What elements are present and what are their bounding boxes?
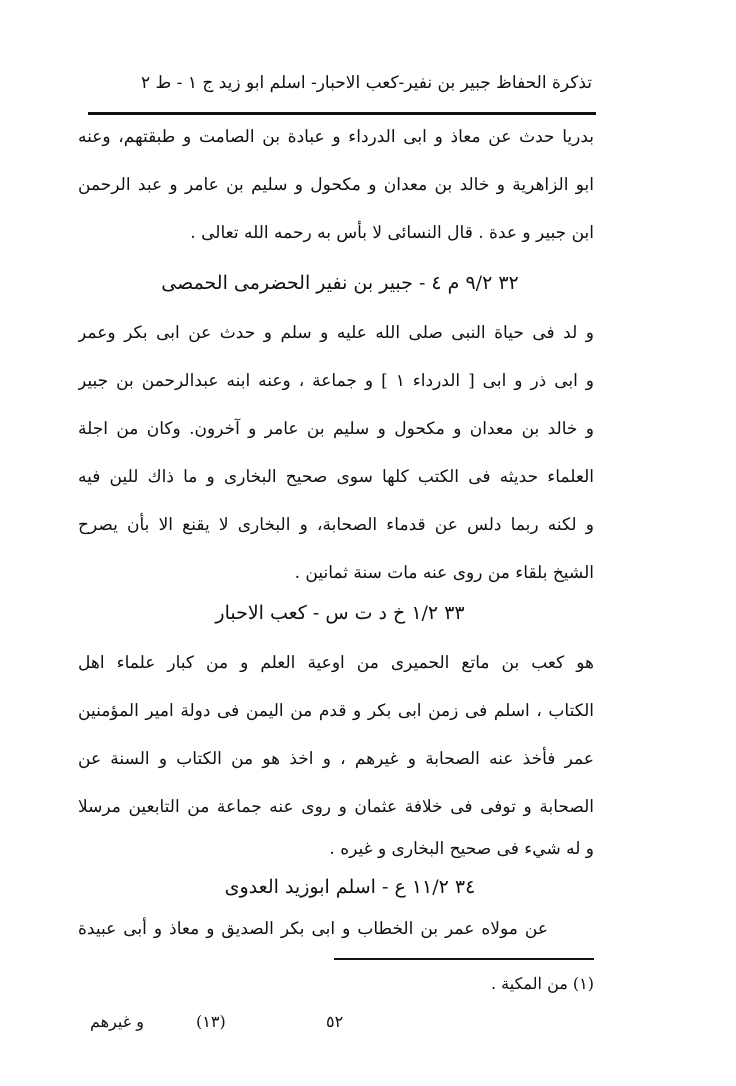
text-line: عمر فأخذ عنه الصحابة و غيرهم ، و اخذ هو من الكتاب و السنة عن [78, 749, 594, 769]
text-line: و ابى ذر و ابى [ الدرداء ١ ] و جماعة ، وعنه ابنه عبدالرحمن بن جبير [78, 371, 594, 391]
text-line: الكتاب ، اسلم فى زمن ابى بكر و قدم من اليمن فى دولة امير المؤمنين [78, 701, 594, 721]
text-line: ابو الزاهرية و خالد بن معدان و مكحول و سليم بن عامر و عبد الرحمن [78, 175, 594, 195]
text-line: و له شيء فى صحيح البخارى و غيره . [329, 839, 594, 859]
text-line: الصحابة و توفى فى خلافة عثمان و روى عنه جماعة من التابعين مرسلا [78, 797, 594, 817]
text-line: هو كعب بن ماتع الحميرى من اوعية العلم و من كبار علماء اهل [78, 653, 594, 673]
text-line: العلماء حديثه فى الكتب كلها سوى صحيح البخارى و ما ذاك للين فيه [78, 467, 594, 487]
footnote: (١) من المكية . [491, 974, 594, 993]
text-line: و لكنه ربما دلس عن قدماء الصحابة، و البخارى لا يقنع الا بأن يصرح [78, 515, 594, 535]
catchword: و غيرهم [90, 1012, 144, 1031]
running-header: تذكرة الحفاظ جبير بن نفير-كعب الاحبار- اسلم ابو زيد ج ١ - ط ٢ [141, 73, 592, 93]
entry-heading-34: ٣٤ ١١/٢ ع - اسلم ابوزيد العدوى [224, 876, 476, 898]
text-line: و لد فى حياة النبى صلى الله عليه و سلم و حدث عن ابى بكر وعمر [78, 323, 594, 343]
text-line: بدريا حدث عن معاذ و ابى الدرداء و عبادة بن الصامت و طبقتهم، وعنه [78, 127, 594, 147]
entry-heading-32: ٣٢ ٩/٢ م ٤ - جبير بن نفير الحضرمى الحمصى [161, 272, 519, 294]
text-line: ابن جبير و عدة . قال النسائى لا بأس به رحمه الله تعالى . [190, 223, 594, 243]
entry-heading-33: ٣٣ ١/٢ خ د ت س - كعب الاحبار [215, 602, 465, 624]
text-line: الشيخ بلقاء من روى عنه مات سنة ثمانين . [294, 563, 594, 583]
page-number: ٥٢ [326, 1012, 344, 1031]
text-line: عن مولاه عمر بن الخطاب و ابى بكر الصديق و معاذ و أبى عبيدة [78, 919, 548, 939]
text-line: و خالد بن معدان و مكحول و سليم بن عامر و آخرون. وكان من اجلة [78, 419, 594, 439]
header-rule [88, 112, 596, 115]
sheet-number: (١٣) [196, 1012, 226, 1031]
footnote-rule [334, 958, 594, 960]
